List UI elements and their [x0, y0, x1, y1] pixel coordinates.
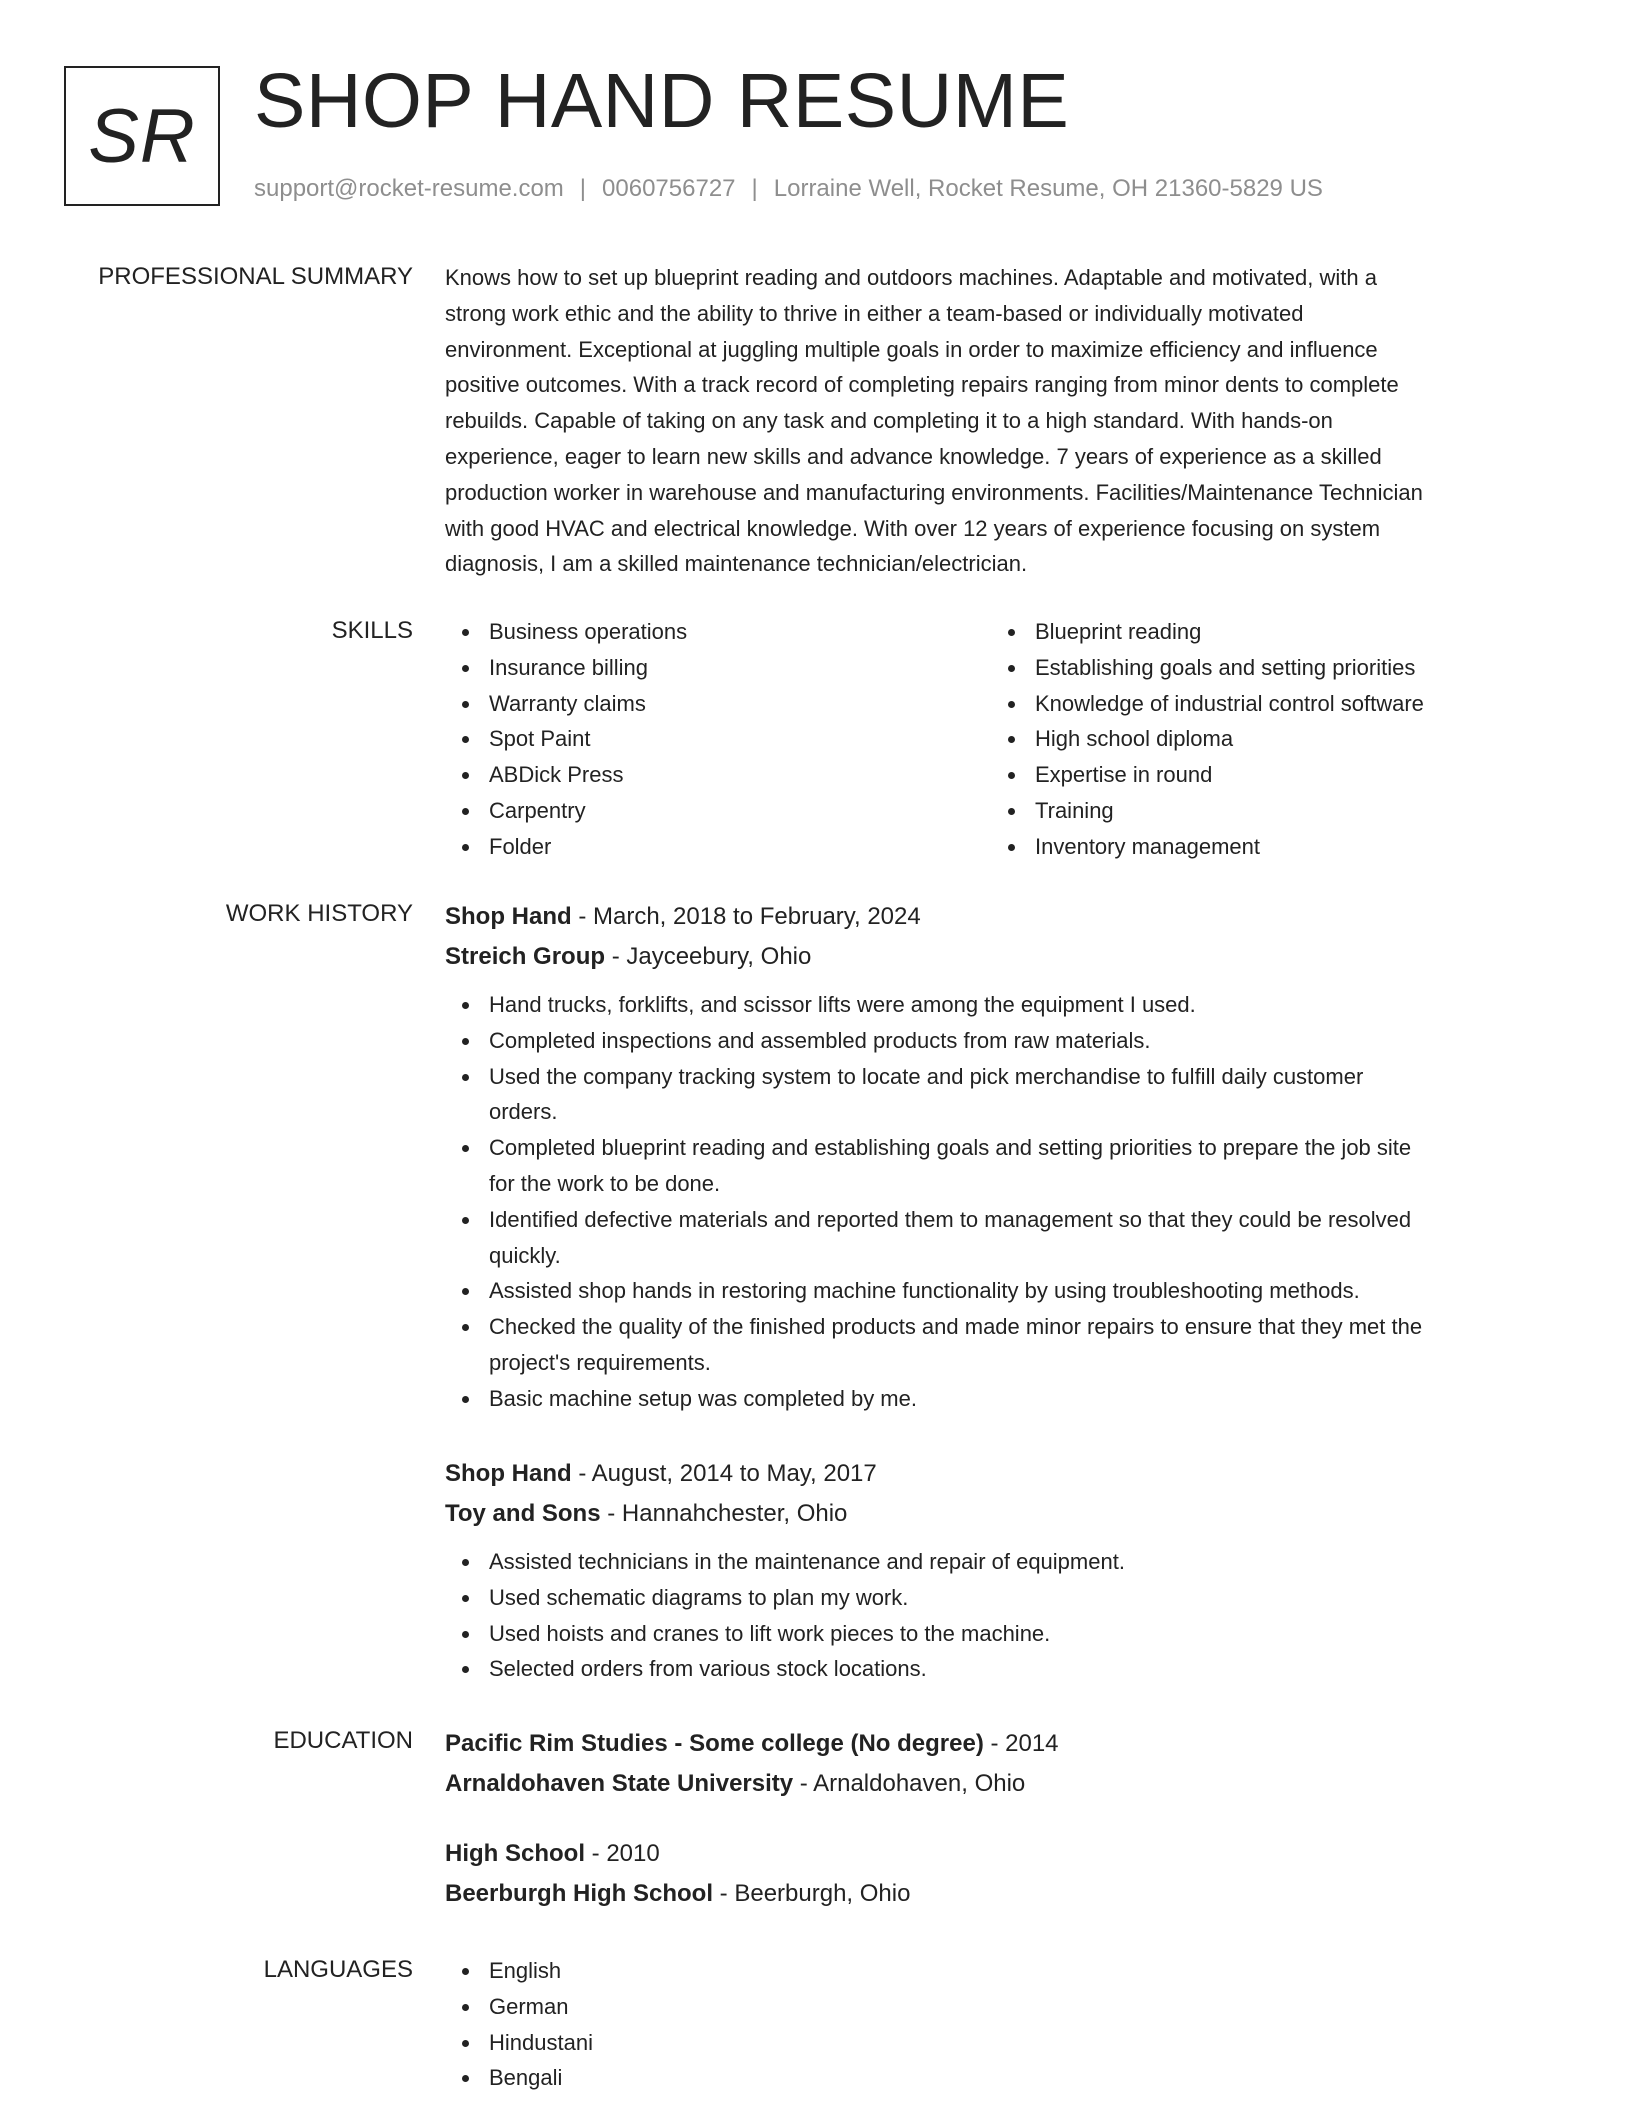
skill-item-text: Warranty claims: [489, 690, 646, 716]
language-item: [445, 1989, 1561, 2025]
bullet-icon: [462, 808, 469, 815]
text-line: positive outcomes. With a track record of completing repairs ranging from minor dents to complete: [445, 372, 1399, 398]
contact-phone[interactable]: 0060756727: [602, 175, 736, 202]
resume-title: SHOP HAND RESUME: [254, 58, 1070, 144]
skill-item: [991, 829, 1537, 865]
text-line: Completed blueprint reading and establishing goals and setting priorities to prepare the job site: [489, 1135, 1412, 1161]
skills-heading: SKILLS: [331, 617, 413, 644]
text-line: project's requirements.: [489, 1349, 711, 1375]
skill-item: [445, 757, 991, 793]
bullet-icon: [462, 1002, 469, 1009]
bullet-icon: [462, 629, 469, 636]
text-line: Identified defective materials and reported them to management so that they could be resolved: [489, 1206, 1412, 1232]
duty-item: [445, 1616, 1561, 1652]
degree-name: Pacific Rim Studies - Some college (No degree): [445, 1730, 984, 1757]
text-line: Assisted shop hands in restoring machine functionality by using troubleshooting methods.: [489, 1278, 1360, 1304]
bullet-icon: [1008, 736, 1015, 743]
degree-year: - 2010: [585, 1840, 660, 1867]
duty-item: [445, 1059, 1561, 1131]
duty-item: [445, 1580, 1561, 1616]
language-item-text: Bengali: [489, 2065, 563, 2091]
text-line: Used hoists and cranes to lift work pieces to the machine.: [489, 1620, 1051, 1646]
text-line: Assisted technicians in the maintenance and repair of equipment.: [489, 1549, 1125, 1574]
bullet-icon: [462, 2040, 469, 2047]
bullet-icon: [462, 844, 469, 851]
job-company-line: [445, 937, 1561, 977]
text-line: Basic machine setup was completed by me.: [489, 1385, 917, 1411]
skill-item: [991, 721, 1537, 757]
text-line: rebuilds. Capable of taking on any task and completing it to a high standard. With hands-on: [445, 408, 1333, 434]
monogram-logo: SR: [64, 66, 220, 206]
text-line: Selected orders from various stock locations.: [489, 1656, 927, 1682]
skills-list-left: [445, 614, 991, 865]
skill-item-text: Carpentry: [489, 797, 586, 823]
contact-separator: |: [751, 175, 758, 202]
text-line: diagnosis, I am a skilled maintenance technician/electrician.: [445, 551, 1028, 577]
skill-item: [445, 614, 991, 650]
job-entry: [445, 897, 1561, 1417]
skills-column-left: [445, 614, 991, 865]
job-duties-list: [445, 1544, 1561, 1687]
contact-separator: |: [579, 175, 587, 202]
job-location: - Hannahchester, Ohio: [600, 1500, 848, 1527]
text-line: strong work ethic and the ability to thrive in either a team-based or individually motivated: [445, 300, 1304, 326]
skill-item-text: Training: [1035, 797, 1114, 823]
skill-item: [991, 793, 1537, 829]
job-company: Streich Group: [445, 943, 606, 970]
text-line: Used schematic diagrams to plan my work.: [489, 1584, 909, 1610]
bullet-icon: [462, 2075, 469, 2082]
language-item-text: Hindustani: [489, 2029, 593, 2055]
school-line: [445, 1764, 1561, 1804]
text-line: Knows how to set up blueprint reading and outdoors machines. Adaptable and motivated, with a: [445, 265, 1377, 290]
job-title: Shop Hand: [445, 903, 572, 930]
duty-item: [445, 1130, 1561, 1202]
job-location: - Jayceebury, Ohio: [605, 943, 812, 970]
languages-list: [445, 1953, 1561, 2096]
bullet-icon: [462, 1968, 469, 1975]
skill-item-text: Folder: [489, 833, 552, 859]
contact-line: [254, 172, 1323, 206]
bullet-icon: [462, 1074, 469, 1081]
skill-item: [445, 793, 991, 829]
job-company: Toy and Sons: [445, 1500, 601, 1527]
skill-item-text: High school diploma: [1035, 726, 1234, 752]
job-title-line: [445, 1454, 1561, 1494]
job-dates: - August, 2014 to May, 2017: [571, 1460, 877, 1487]
job-entry: [445, 1454, 1561, 1687]
language-item-text: English: [489, 1958, 562, 1983]
languages-body: [445, 1953, 1561, 2096]
summary-heading: PROFESSIONAL SUMMARY: [98, 263, 413, 290]
skills-grid: [445, 614, 1561, 865]
job-company-line: [445, 1494, 1561, 1534]
job-duties-list: [445, 987, 1561, 1417]
degree-year: - 2014: [983, 1730, 1059, 1757]
duty-item: [445, 1202, 1561, 1274]
bullet-icon: [1008, 629, 1015, 636]
contact-address: Lorraine Well, Rocket Resume, OH 21360-5829 US: [773, 175, 1323, 202]
education-entry: [445, 1724, 1561, 1804]
job-title: Shop Hand: [445, 1460, 572, 1487]
bullet-icon: [462, 1595, 469, 1602]
language-item: [445, 1953, 1561, 1989]
summary-text: [445, 260, 1561, 582]
work-history-heading: WORK HISTORY: [225, 900, 413, 927]
text-line: Checked the quality of the finished products and made minor repairs to ensure that they met the: [489, 1314, 1423, 1340]
duty-item: [445, 1544, 1561, 1580]
language-item: [445, 2025, 1561, 2061]
bullet-icon: [462, 1396, 469, 1403]
skill-item-text: Blueprint reading: [1035, 619, 1202, 644]
skills-column-right: [991, 614, 1537, 865]
bullet-icon: [462, 1288, 469, 1295]
text-line: orders.: [489, 1099, 558, 1125]
bullet-icon: [1008, 844, 1015, 851]
school-location: - Arnaldohaven, Ohio: [793, 1770, 1026, 1797]
school-line: [445, 1874, 1561, 1914]
bullet-icon: [462, 1631, 469, 1638]
skill-item-text: Establishing goals and setting priorities: [1035, 654, 1416, 680]
bullet-icon: [462, 2004, 469, 2011]
text-line: Used the company tracking system to locate and pick merchandise to fulfill daily customer: [489, 1063, 1364, 1089]
skill-item-text: Insurance billing: [489, 654, 648, 680]
duty-item: [445, 987, 1561, 1023]
duty-item: [445, 1381, 1561, 1417]
summary-body: [445, 260, 1561, 582]
text-line: environment. Exceptional at juggling multiple goals in order to maximize efficiency and influence: [445, 336, 1378, 362]
skill-item-text: Expertise in round: [1035, 762, 1213, 788]
bullet-icon: [462, 1038, 469, 1045]
school-name: Arnaldohaven State University: [445, 1770, 794, 1797]
education-heading: EDUCATION: [273, 1727, 413, 1754]
bullet-icon: [462, 701, 469, 708]
skill-item-text: Knowledge of industrial control software: [1035, 690, 1424, 716]
duty-item: [445, 1309, 1561, 1381]
bullet-icon: [1008, 701, 1015, 708]
degree-name: High School: [445, 1840, 585, 1867]
text-line: with good HVAC and electrical knowledge. With over 12 years of experience focusing on system: [445, 515, 1381, 541]
skill-item-text: Spot Paint: [489, 726, 591, 752]
school-name: Beerburgh High School: [445, 1880, 714, 1907]
skill-item-text: Inventory management: [1035, 833, 1261, 859]
text-line: quickly.: [489, 1242, 561, 1268]
text-line: experience, eager to learn new skills and advance knowledge. 7 years of experience as a skilled: [445, 443, 1382, 469]
duty-item: [445, 1023, 1561, 1059]
skill-item-text: ABDick Press: [489, 762, 624, 788]
skill-item: [991, 757, 1537, 793]
bullet-icon: [462, 772, 469, 779]
skill-item: [991, 614, 1537, 650]
bullet-icon: [462, 1145, 469, 1152]
text-line: Completed inspections and assembled products from raw materials.: [489, 1027, 1151, 1053]
skills-list-right: [991, 614, 1537, 865]
bullet-icon: [1008, 808, 1015, 815]
skill-item: [445, 829, 991, 865]
bullet-icon: [462, 1217, 469, 1224]
education-entry: [445, 1834, 1561, 1914]
languages-heading: LANGUAGES: [263, 1956, 413, 1983]
bullet-icon: [1008, 772, 1015, 779]
bullet-icon: [462, 1666, 469, 1673]
job-title-line: [445, 897, 1561, 937]
bullet-icon: [462, 1324, 469, 1331]
language-item-text: German: [489, 1993, 569, 2019]
degree-line: [445, 1724, 1561, 1764]
bullet-icon: [462, 665, 469, 672]
text-line: for the work to be done.: [489, 1170, 721, 1196]
text-line: production worker in warehouse and manufacturing environments. Facilities/Maintenance Technician: [445, 479, 1423, 505]
bullet-icon: [462, 736, 469, 743]
skill-item-text: Business operations: [489, 619, 688, 644]
degree-line: [445, 1834, 1561, 1874]
bullet-icon: [1008, 665, 1015, 672]
school-location: - Beerburgh, Ohio: [713, 1880, 911, 1907]
skill-item: [445, 721, 991, 757]
skill-item: [445, 686, 991, 722]
skill-item: [445, 650, 991, 686]
duty-item: [445, 1273, 1561, 1309]
bullet-icon: [462, 1559, 469, 1566]
skill-item: [991, 686, 1537, 722]
duty-item: [445, 1651, 1561, 1687]
skill-item: [991, 650, 1537, 686]
language-item: [445, 2060, 1561, 2096]
job-dates: - March, 2018 to February, 2024: [571, 903, 921, 930]
contact-email[interactable]: support@rocket-resume.com: [254, 175, 564, 202]
text-line: Hand trucks, forklifts, and scissor lifts were among the equipment I used.: [489, 992, 1196, 1017]
